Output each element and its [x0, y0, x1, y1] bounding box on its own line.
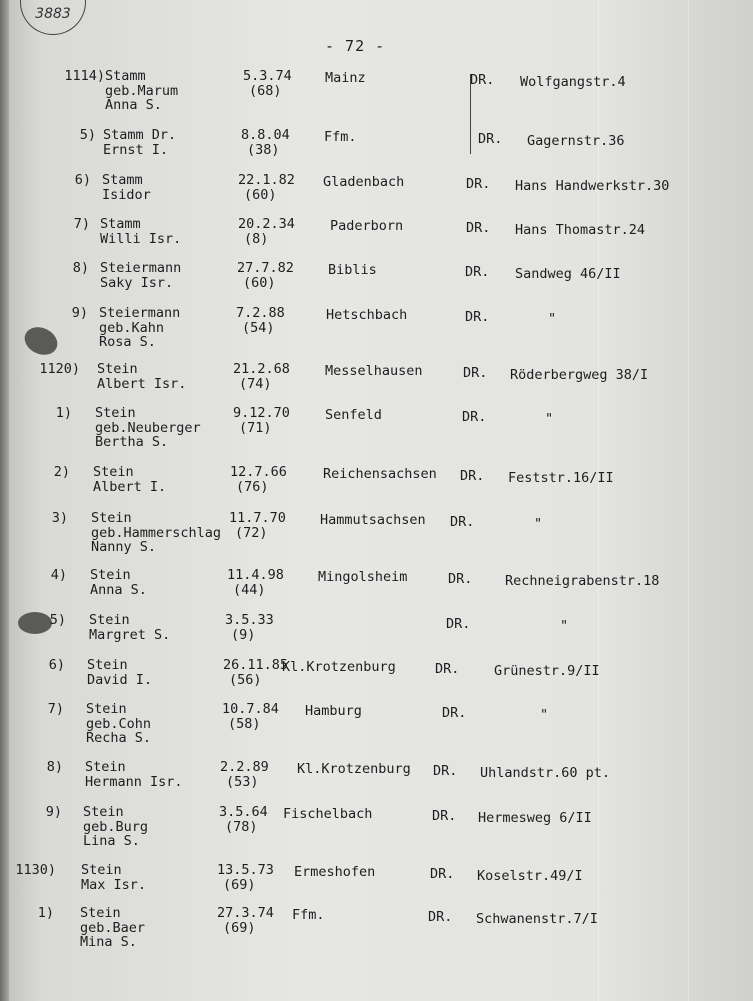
page-number: - 72 -	[325, 37, 386, 55]
person-name-line: Stamm Dr.	[103, 127, 177, 143]
entry-number: 7)	[73, 216, 90, 232]
address: Feststr.16/II	[508, 470, 614, 486]
birth-place: Gladenbach	[323, 174, 405, 190]
address: "	[540, 707, 549, 723]
person-name-line: geb.Hammerschlag	[91, 524, 222, 541]
age: (76)	[236, 478, 269, 495]
address: Wolfgangstr.4	[520, 74, 626, 90]
age: (9)	[231, 626, 256, 643]
birth-place: Hamburg	[305, 703, 362, 719]
age: (58)	[228, 715, 261, 732]
person-name-line: Nanny S.	[91, 539, 157, 555]
person-name-line: Stamm	[102, 172, 143, 188]
person-name-line: Anna S.	[105, 97, 162, 113]
person-name-line: geb.Baer	[80, 919, 146, 936]
birth-place: Hetschbach	[326, 307, 408, 323]
age: (69)	[223, 919, 256, 936]
person-name-line: Stein	[95, 405, 136, 421]
person-name-line: geb.Burg	[83, 818, 149, 835]
person-name-line: Willi Isr.	[100, 230, 182, 247]
birth-date: 21.2.68	[233, 361, 290, 377]
address: "	[548, 311, 557, 327]
birth-place: Kl.Krotzenburg	[297, 761, 411, 777]
entry-number: 9)	[71, 305, 88, 321]
birth-date: 27.7.82	[237, 260, 294, 276]
birth-place: Messelhausen	[325, 363, 423, 379]
birth-place: Hammutsachsen	[320, 512, 426, 528]
birth-date: 2.2.89	[220, 759, 269, 775]
person-name-line: Mina S.	[80, 934, 137, 950]
birth-place: Kl.Krotzenburg	[282, 659, 396, 675]
dr-mark: DR.	[465, 309, 490, 325]
age: (53)	[226, 773, 259, 790]
entry-number: 1)	[37, 905, 54, 921]
person-name-line: Stamm	[105, 68, 146, 84]
birth-date: 5.3.74	[243, 68, 292, 84]
age: (38)	[247, 141, 280, 158]
birth-place: Biblis	[328, 262, 377, 278]
person-name-line: Stein	[90, 567, 131, 583]
entry-number: 8)	[72, 260, 89, 276]
birth-date: 10.7.84	[222, 701, 279, 717]
person-name-line: geb.Marum	[105, 82, 179, 99]
dr-mark: DR.	[428, 909, 453, 925]
address: Rechneigrabenstr.18	[505, 573, 660, 589]
birth-place: Ffm.	[324, 129, 357, 145]
dr-mark: DR.	[478, 131, 503, 147]
age: (56)	[229, 671, 262, 688]
birth-date: 11.7.70	[229, 510, 286, 526]
address: Hermesweg 6/II	[478, 810, 592, 826]
age: (60)	[244, 186, 277, 203]
birth-date: 11.4.98	[227, 567, 284, 583]
dr-mark: DR.	[470, 72, 495, 88]
person-name-line: Bertha S.	[95, 434, 169, 450]
birth-place: Senfeld	[325, 407, 382, 423]
person-name-line: geb.Cohn	[86, 715, 152, 732]
person-name-line: Recha S.	[86, 730, 152, 746]
birth-date: 9.12.70	[233, 405, 290, 421]
person-name-line: Albert I.	[93, 478, 167, 495]
age: (74)	[239, 375, 272, 392]
dr-mark: DR.	[435, 661, 460, 677]
person-name-line: Ernst I.	[103, 141, 169, 158]
birth-date: 3.5.64	[219, 804, 268, 820]
person-name-line: David I.	[87, 671, 153, 688]
age: (54)	[242, 319, 275, 336]
dr-mark: DR.	[448, 571, 473, 587]
ink-blot	[20, 322, 62, 360]
dr-mark: DR.	[465, 264, 490, 280]
birth-date: 13.5.73	[217, 862, 274, 878]
dr-mark: DR.	[433, 763, 458, 779]
archive-number-stamp: 3883	[20, 0, 86, 35]
scan-streak	[688, 0, 689, 1001]
entry-number: 1130)	[15, 862, 56, 878]
birth-place: Ermeshofen	[294, 864, 376, 880]
birth-place: Ffm.	[292, 907, 325, 923]
person-name-line: Stamm	[100, 216, 141, 232]
age: (71)	[239, 419, 272, 436]
address: Grünestr.9/II	[494, 663, 600, 679]
dr-mark: DR.	[466, 220, 491, 236]
birth-date: 3.5.33	[225, 612, 274, 628]
dr-mark: DR.	[460, 468, 485, 484]
birth-date: 8.8.04	[241, 127, 290, 143]
age: (8)	[244, 230, 269, 247]
person-name-line: Max Isr.	[81, 876, 147, 893]
entry-number: 7)	[47, 701, 64, 717]
person-name-line: Saky Isr.	[100, 274, 174, 291]
birth-date: 22.1.82	[238, 172, 295, 188]
dr-mark: DR.	[446, 616, 471, 632]
person-name-line: Stein	[91, 510, 132, 526]
person-name-line: Stein	[97, 361, 138, 377]
person-name-line: Stein	[83, 804, 124, 820]
address: "	[560, 618, 569, 634]
birth-place: Paderborn	[330, 218, 404, 234]
person-name-line: Anna S.	[90, 581, 147, 598]
person-name-line: Steiermann	[100, 260, 182, 276]
person-name-line: Stein	[86, 701, 127, 717]
person-name-line: geb.Neuberger	[95, 419, 201, 436]
person-name-line: Isidor	[102, 186, 151, 203]
person-name-line: Rosa S.	[99, 334, 156, 350]
entry-number: 5)	[79, 127, 96, 143]
address: Koselstr.49/I	[477, 868, 583, 884]
person-name-line: Stein	[87, 657, 128, 673]
dr-mark: DR.	[463, 365, 488, 381]
entry-number: 1114)	[64, 68, 105, 84]
address: Hans Handwerkstr.30	[515, 178, 670, 194]
birth-date: 27.3.74	[217, 905, 274, 921]
address: Gagernstr.36	[527, 133, 625, 149]
age: (69)	[223, 876, 256, 893]
person-name-line: Hermann Isr.	[85, 773, 183, 790]
entry-number: 4)	[50, 567, 67, 583]
birth-place: Mingolsheim	[318, 569, 408, 585]
person-name-line: geb.Kahn	[99, 319, 165, 336]
birth-date: 12.7.66	[230, 464, 287, 480]
entry-number: 3)	[51, 510, 68, 526]
age: (68)	[249, 82, 282, 99]
age: (44)	[233, 581, 266, 598]
address: Hans Thomastr.24	[515, 222, 646, 238]
birth-place: Reichensachsen	[323, 466, 437, 482]
address: Röderbergweg 38/I	[510, 367, 649, 383]
birth-place: Fischelbach	[283, 806, 373, 822]
dr-mark: DR.	[442, 705, 467, 721]
person-name-line: Stein	[89, 612, 130, 628]
address: "	[545, 411, 554, 427]
age: (60)	[243, 274, 276, 291]
dr-mark: DR.	[450, 514, 475, 530]
birth-date: 26.11.85	[223, 657, 289, 673]
person-name-line: Stein	[93, 464, 134, 480]
dr-mark: DR.	[466, 176, 491, 192]
entry-number: 8)	[46, 759, 63, 775]
address: "	[534, 516, 543, 532]
person-name-line: Margret S.	[89, 626, 171, 643]
person-name-line: Stein	[80, 905, 121, 921]
dr-mark: DR.	[430, 866, 455, 882]
entry-number: 1)	[55, 405, 72, 421]
address: Schwanenstr.7/I	[476, 911, 598, 927]
entry-number: 9)	[45, 804, 62, 820]
entry-number: 6)	[74, 172, 91, 188]
entry-number: 2)	[53, 464, 70, 480]
birth-date: 7.2.88	[236, 305, 285, 321]
person-name-line: Albert Isr.	[97, 375, 187, 392]
entry-number: 5)	[49, 612, 66, 628]
page-edge-shadow	[0, 0, 9, 1001]
age: (72)	[235, 524, 268, 541]
person-name-line: Stein	[85, 759, 126, 775]
age: (78)	[225, 818, 258, 835]
entry-number: 1120)	[39, 361, 80, 377]
dr-mark: DR.	[462, 409, 487, 425]
person-name-line: Stein	[81, 862, 122, 878]
address: Uhlandstr.60 pt.	[480, 765, 611, 781]
birth-date: 20.2.34	[238, 216, 295, 232]
dr-mark: DR.	[432, 808, 457, 824]
scan-streak	[598, 0, 599, 1001]
address: Sandweg 46/II	[515, 266, 621, 282]
birth-place: Mainz	[325, 70, 366, 86]
person-name-line: Steiermann	[99, 305, 181, 321]
entry-number: 6)	[48, 657, 65, 673]
person-name-line: Lina S.	[83, 833, 140, 849]
